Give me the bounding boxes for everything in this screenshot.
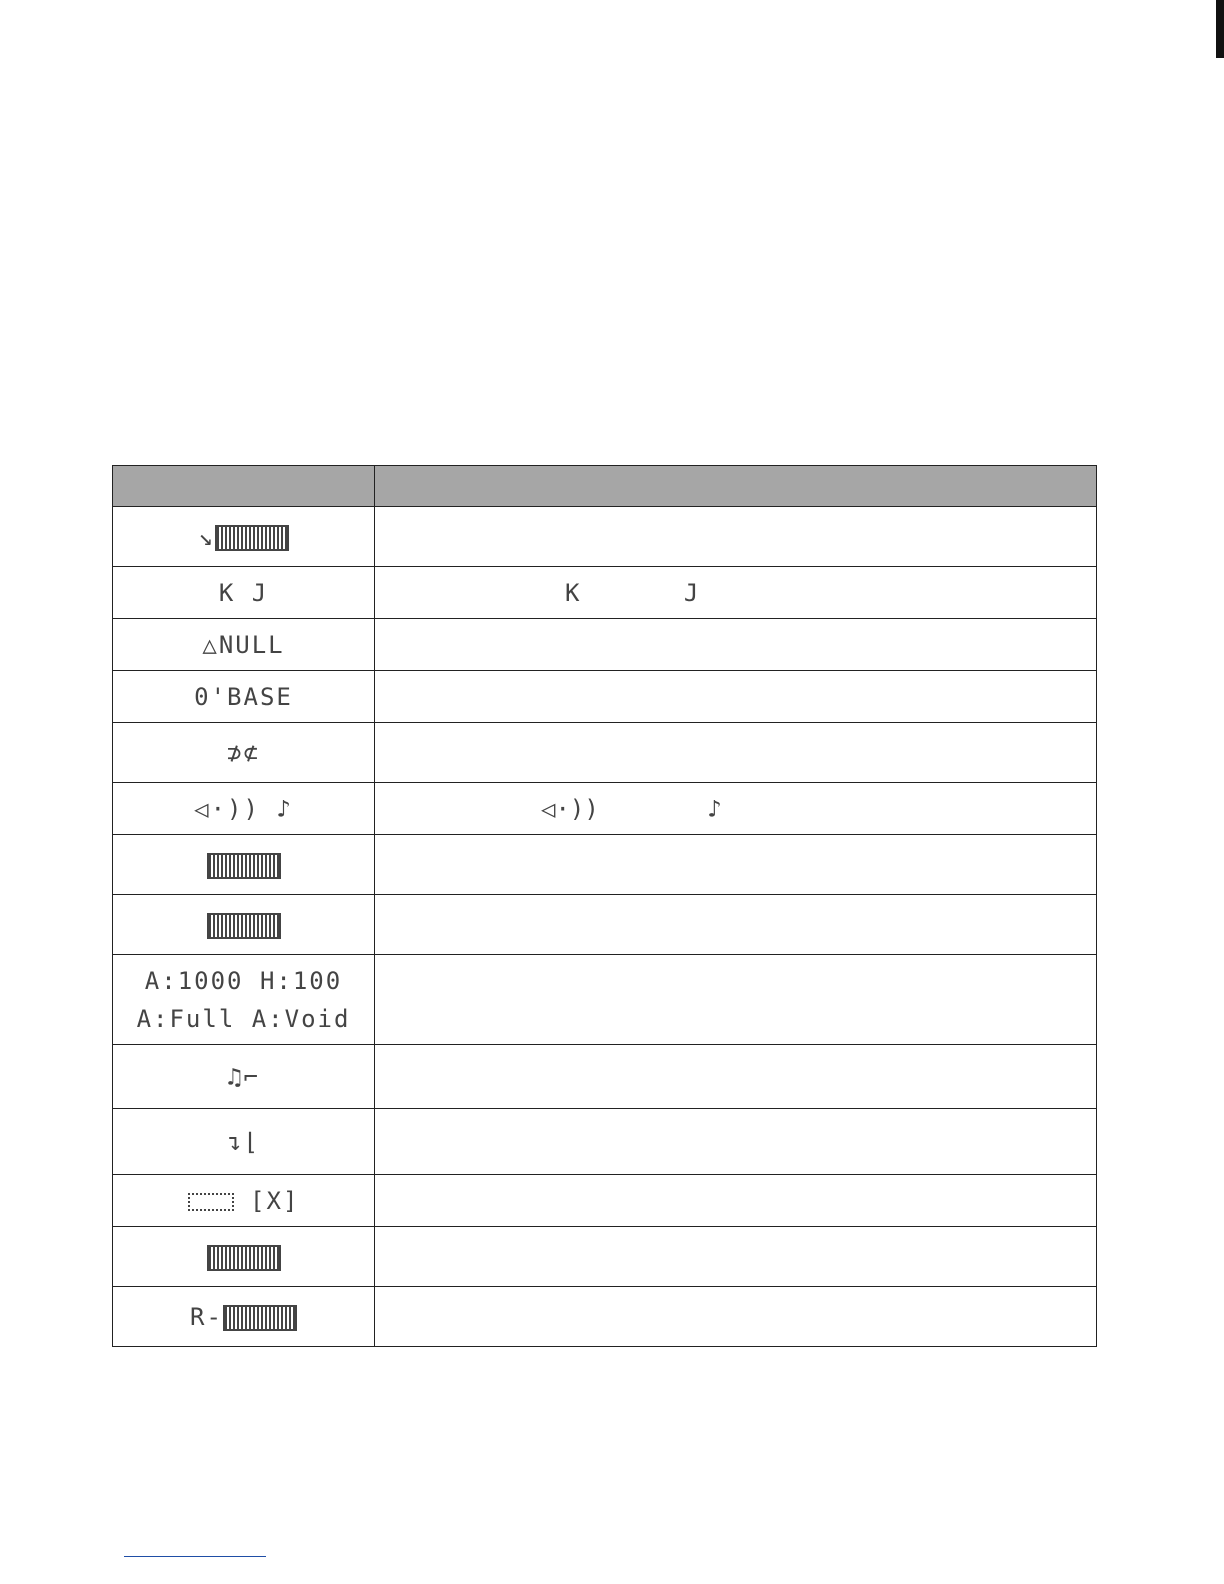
description-cell (375, 783, 1097, 835)
symbol-cell: △NULL (113, 619, 375, 671)
symbol-cell: 0'BASE (113, 671, 375, 723)
symbol-cell (113, 1227, 375, 1287)
table-row (113, 1045, 1097, 1109)
description-cell (375, 895, 1097, 955)
j-symbol-inline: J (683, 578, 699, 607)
annunciator-table (112, 465, 1097, 1347)
beeper-icon-inline: ◁·)) (541, 794, 599, 823)
table-row (113, 567, 1097, 619)
footer-link-underline[interactable] (124, 1556, 266, 1557)
battery-icon (188, 1193, 234, 1211)
music-note-icon-inline: ♪ (707, 794, 722, 823)
symbol-cell (113, 1287, 375, 1347)
table-row (113, 723, 1097, 783)
table-row (113, 783, 1097, 835)
description-cell (375, 955, 1097, 1045)
description-cell (375, 507, 1097, 567)
description-cell (375, 1227, 1097, 1287)
symbol-cell (113, 507, 375, 567)
description-cell (375, 1045, 1097, 1109)
lcd-block-icon (207, 853, 281, 879)
description-cell (375, 723, 1097, 783)
header-cell-symbol (113, 466, 375, 507)
description-cell (375, 1109, 1097, 1175)
symbol-cell (113, 835, 375, 895)
description-cell (375, 835, 1097, 895)
symbol-cell (113, 895, 375, 955)
k-symbol-inline: K (565, 578, 580, 607)
symbol-line-2: A:Full A:Void (136, 1004, 351, 1033)
symbol-line-1: A:1000 H:100 (144, 966, 343, 995)
description-cell (375, 1175, 1097, 1227)
header-cell-description (375, 466, 1097, 507)
description-cell (375, 671, 1097, 723)
table-header-row (113, 466, 1097, 507)
table-row (113, 835, 1097, 895)
table-row (113, 1109, 1097, 1175)
table-row (113, 671, 1097, 723)
lcd-block-icon (207, 913, 281, 939)
description-cell (375, 567, 1097, 619)
symbol-cell: ◁·)) ♪ (113, 783, 375, 835)
table-row (113, 507, 1097, 567)
table-row (113, 1175, 1097, 1227)
table-row (113, 895, 1097, 955)
lcd-block-icon (207, 1245, 281, 1271)
table-row (113, 1287, 1097, 1347)
battery-x-symbol: [X] (250, 1186, 300, 1215)
table-row (113, 619, 1097, 671)
r-prefix-symbol: R- (190, 1302, 223, 1331)
symbol-cell (113, 955, 375, 1045)
symbol-cell: ♫⌐ (113, 1045, 375, 1109)
table-row (113, 955, 1097, 1045)
table-row (113, 1227, 1097, 1287)
description-cell (375, 619, 1097, 671)
lcd-block-icon (215, 525, 289, 551)
symbol-cell: ↴⌊ (113, 1109, 375, 1175)
symbol-cell: ⊅⊄ (113, 723, 375, 783)
trend-icon: ↘ (198, 522, 215, 551)
lcd-block-icon (223, 1305, 297, 1331)
page-edge-marker (1216, 0, 1224, 58)
description-cell (375, 1287, 1097, 1347)
symbol-cell (113, 1175, 375, 1227)
symbol-cell: K J (113, 567, 375, 619)
